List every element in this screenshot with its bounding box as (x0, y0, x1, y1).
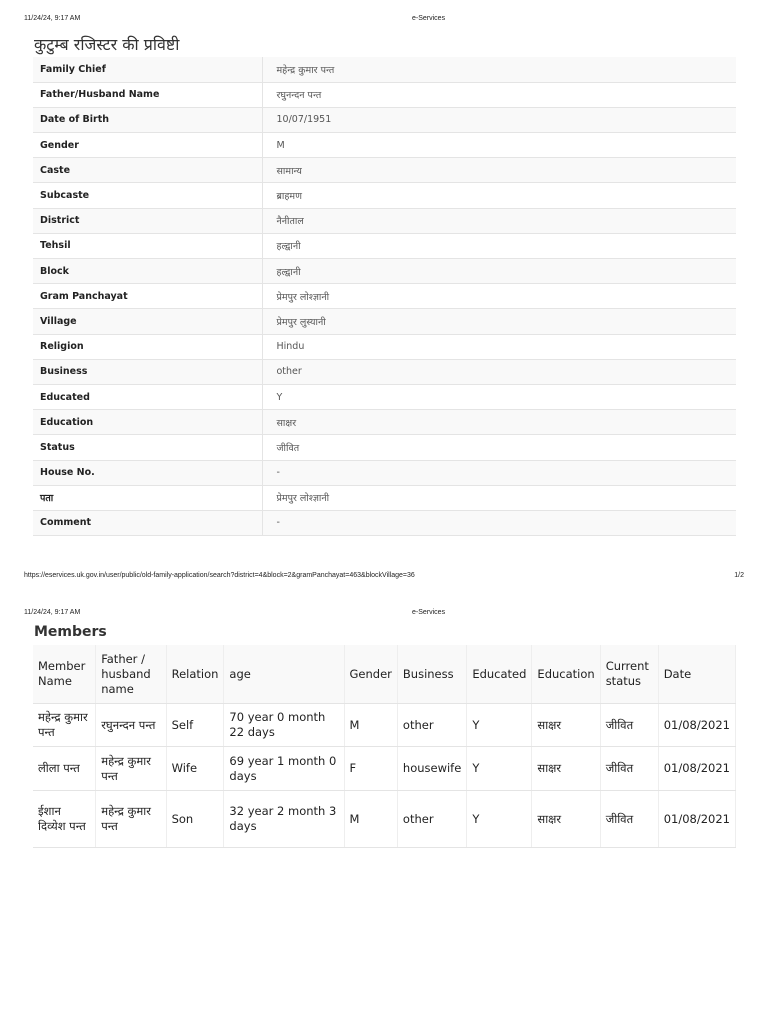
table-cell: जीवित (600, 704, 658, 747)
table-cell: 70 year 0 month 22 days (224, 704, 344, 747)
table-cell: 32 year 2 month 3 days (224, 791, 344, 848)
table-cell: साक्षर (532, 791, 600, 848)
column-header: Gender (344, 645, 397, 704)
field-value: - (262, 510, 736, 535)
info-row (33, 107, 736, 132)
table-cell: M (344, 791, 397, 848)
table-cell: Y (467, 791, 532, 848)
column-header: Relation (166, 645, 224, 704)
page-number: 1/2 (734, 572, 744, 579)
table-cell: ईशान दिव्येश पन्त (33, 791, 96, 848)
field-label: पता (33, 485, 262, 510)
table-cell: महेन्द्र कुमार पन्त (33, 704, 96, 747)
table-cell: 01/08/2021 (658, 791, 735, 848)
column-header: Father / husband name (96, 645, 166, 704)
info-row (33, 57, 736, 82)
field-label: Date of Birth (33, 107, 262, 132)
field-label: Education (33, 410, 262, 435)
field-label: Comment (33, 510, 262, 535)
column-header: Educated (467, 645, 532, 704)
field-value: - (262, 460, 736, 485)
table-cell: महेन्द्र कुमार पन्त (96, 747, 166, 791)
table-row (33, 791, 736, 848)
field-value: other (262, 359, 736, 384)
table-cell: other (397, 791, 466, 848)
print-date: 11/24/24, 9:17 AM (24, 15, 81, 22)
field-label: Subcaste (33, 183, 262, 208)
field-label: Family Chief (33, 57, 262, 82)
members-table (33, 645, 736, 848)
family-info-table (33, 57, 736, 536)
field-value: सामान्य (262, 158, 736, 183)
field-value: Hindu (262, 334, 736, 359)
info-row (33, 435, 736, 460)
column-header: Current status (600, 645, 658, 704)
print-url: https://eservices.uk.gov.in/user/public/old-family-application/search?district=4&block=2&gramPanchayat=463&blockVillage=36 (24, 572, 415, 579)
print-site-name: e-Services (412, 15, 446, 22)
info-row (33, 410, 736, 435)
field-label: Tehsil (33, 233, 262, 258)
table-cell: Y (467, 747, 532, 791)
column-header: Member Name (33, 645, 96, 704)
table-cell: 69 year 1 month 0 days (224, 747, 344, 791)
table-cell: लीला पन्त (33, 747, 96, 791)
table-cell: 01/08/2021 (658, 704, 735, 747)
table-cell: Son (166, 791, 224, 848)
info-row (33, 284, 736, 309)
info-row (33, 334, 736, 359)
members-heading: Members (34, 624, 107, 640)
table-cell: जीवित (600, 747, 658, 791)
table-cell: रघुनन्दन पन्त (96, 704, 166, 747)
field-value: Y (262, 384, 736, 409)
field-value: रघुनन्दन पन्त (262, 82, 736, 107)
info-row (33, 208, 736, 233)
field-label: Educated (33, 384, 262, 409)
table-cell: F (344, 747, 397, 791)
field-label: Village (33, 309, 262, 334)
column-header: Business (397, 645, 466, 704)
table-cell: housewife (397, 747, 466, 791)
field-value: हल्द्वानी (262, 259, 736, 284)
field-value: M (262, 133, 736, 158)
table-cell: जीवित (600, 791, 658, 848)
field-value: ब्राहमण (262, 183, 736, 208)
info-row (33, 359, 736, 384)
page-title: कुटुम्ब रजिस्टर की प्रविष्टी (34, 35, 180, 54)
field-label: Gender (33, 133, 262, 158)
field-label: Caste (33, 158, 262, 183)
table-cell: 01/08/2021 (658, 747, 735, 791)
field-value: नैनीताल (262, 208, 736, 233)
column-header: age (224, 645, 344, 704)
field-value: जीवित (262, 435, 736, 460)
info-row (33, 82, 736, 107)
info-row (33, 485, 736, 510)
field-value: प्रेमपुर लोश्ज्ञानी (262, 284, 736, 309)
field-label: Block (33, 259, 262, 284)
table-cell: M (344, 704, 397, 747)
print-site-name: e-Services (412, 609, 446, 616)
info-row (33, 510, 736, 535)
field-label: Father/Husband Name (33, 82, 262, 107)
field-value: 10/07/1951 (262, 107, 736, 132)
table-row (33, 704, 736, 747)
table-cell: other (397, 704, 466, 747)
field-value: हल्द्वानी (262, 233, 736, 258)
print-date: 11/24/24, 9:17 AM (24, 609, 81, 616)
info-row (33, 384, 736, 409)
field-value: साक्षर (262, 410, 736, 435)
info-row (33, 183, 736, 208)
field-label: Religion (33, 334, 262, 359)
field-label: Status (33, 435, 262, 460)
info-row (33, 158, 736, 183)
info-row (33, 309, 736, 334)
info-row (33, 133, 736, 158)
field-value: प्रेमपुर लुस्यानी (262, 309, 736, 334)
field-value: प्रेमपुर लोश्ज्ञानी (262, 485, 736, 510)
field-label: House No. (33, 460, 262, 485)
field-label: District (33, 208, 262, 233)
info-row (33, 233, 736, 258)
info-row (33, 460, 736, 485)
field-value: महेन्द्र कुमार पन्त (262, 57, 736, 82)
table-cell: साक्षर (532, 747, 600, 791)
info-row (33, 259, 736, 284)
column-header: Date (658, 645, 735, 704)
field-label: Gram Panchayat (33, 284, 262, 309)
table-cell: महेन्द्र कुमार पन्त (96, 791, 166, 848)
column-header: Education (532, 645, 600, 704)
table-row (33, 747, 736, 791)
table-cell: Wife (166, 747, 224, 791)
table-cell: Y (467, 704, 532, 747)
field-label: Business (33, 359, 262, 384)
table-cell: Self (166, 704, 224, 747)
table-cell: साक्षर (532, 704, 600, 747)
